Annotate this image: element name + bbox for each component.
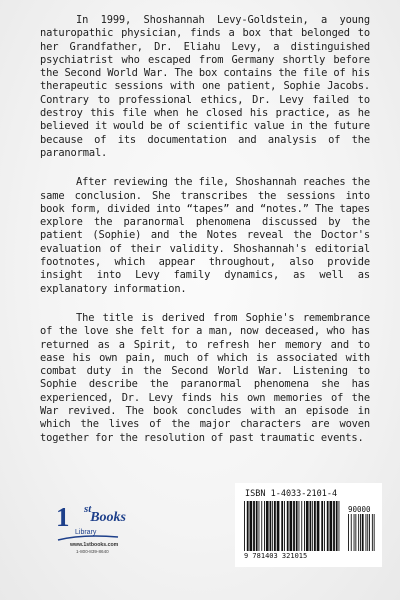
publisher-logo-number: 1 xyxy=(56,502,69,532)
back-cover-blurb xyxy=(40,14,370,461)
barcode-bar xyxy=(256,501,258,551)
barcode-bar xyxy=(244,501,245,551)
barcode-bar xyxy=(277,501,280,551)
barcode-bar xyxy=(372,514,373,551)
barcode-bar xyxy=(274,501,276,551)
barcode-bar xyxy=(358,514,359,551)
barcode-bar xyxy=(374,514,375,551)
barcode-bar xyxy=(366,514,367,551)
publisher-website: www.1stbooks.com xyxy=(70,542,119,548)
ean-digits: 9 781403 321015 xyxy=(244,552,308,560)
barcode-bar xyxy=(369,514,370,551)
publisher-logo-word: Books xyxy=(90,510,126,525)
barcode-bar xyxy=(321,501,323,551)
barcode-bar xyxy=(259,501,260,551)
barcode-bar xyxy=(314,501,316,551)
barcode-bar xyxy=(312,501,313,551)
blurb-paragraph-1: In 1999, Shoshannah Levy-Goldstein, a young naturopathic physician, finds a box that belonged to her Grandfather, Dr. Eliahu Levy, a distinguished psychiatrist who escaped from Germany shortly before the Second World War. The box contains the file of his therapeutic sessions with one patient, Sophie Jacobs. Contrary to professional ethics, Dr. Levy failed to destroy this file when he closed his practice, as he believed it would be of scientific value in the future because of its documentation and analysis of the paranormal. xyxy=(40,14,370,159)
barcode-bar xyxy=(354,514,355,551)
barcode-bar xyxy=(333,501,335,551)
barcode-bar xyxy=(266,501,269,551)
isbn-label: ISBN 1-4033-2101-4 xyxy=(245,489,338,499)
barcode-bar xyxy=(284,501,285,551)
barcode-bar xyxy=(247,501,249,551)
barcode-bar xyxy=(348,514,349,551)
blurb-paragraph-2: After reviewing the file, Shoshannah reaches the same conclusion. She transcribes the sessions into book form, divided into “tapes” and “notes.” The tapes explore the paranormal phenomena discussed by the patient (Sophie) and the Notes reveal the Doctor's evaluation of their validity. Shoshannah's editorial footnotes, which appear throughout, also provide insight into Levy family dynamics, as well as explanatory information. xyxy=(40,176,370,295)
barcode-bar xyxy=(272,501,273,551)
publisher-logo-sub: Library xyxy=(75,529,97,536)
barcode-bar xyxy=(339,501,340,551)
blurb-paragraph-3: The title is derived from Sophie's remembrance of the love she felt for a man, now deceased, who has returned as a Spirit, to refresh her memory and to ease his own pain, much of which is associated with combat duty in the Second World War. Listening to Sophie describe the paranormal phenomena she has experienced, Dr. Levy finds his own memories of the War revived. The book concludes with an episode in which the lives of the major characters are woven together for the resolution of past traumatic events. xyxy=(40,311,370,444)
barcode-bar xyxy=(287,501,289,551)
barcode-bar xyxy=(293,501,295,551)
publisher-phone: 1-800-839-8640 xyxy=(76,549,109,554)
barcode-bar xyxy=(336,501,338,551)
barcode-bar xyxy=(306,501,309,551)
barcode-bar xyxy=(327,501,329,551)
barcode-bar xyxy=(299,501,300,551)
publisher-logo xyxy=(52,500,126,560)
barcode-bar xyxy=(253,501,255,551)
addon-bar-group xyxy=(348,514,375,551)
publisher-logo-suffix: st xyxy=(84,503,92,515)
barcode-bar xyxy=(362,514,364,551)
barcode-bar xyxy=(324,501,325,551)
barcode-bar xyxy=(355,514,356,551)
barcode-bar xyxy=(351,514,352,551)
barcode-bar xyxy=(270,501,272,551)
barcode-bar xyxy=(296,501,298,551)
price-code: 90000 xyxy=(348,505,371,514)
barcode-bar xyxy=(317,501,320,551)
barcode-bar xyxy=(301,501,302,551)
barcode-bar xyxy=(281,501,283,551)
barcode-bar xyxy=(250,501,253,551)
ean-bar-group xyxy=(244,501,339,551)
barcode-bar xyxy=(310,501,312,551)
isbn-barcode xyxy=(235,483,382,567)
barcode-bar xyxy=(304,501,305,551)
barcode-bar xyxy=(264,501,265,551)
barcode-bar xyxy=(290,501,293,551)
barcode-bar xyxy=(261,501,262,551)
barcode-bar xyxy=(367,514,368,551)
barcode-bar xyxy=(330,501,333,551)
barcode-bar xyxy=(360,514,361,551)
